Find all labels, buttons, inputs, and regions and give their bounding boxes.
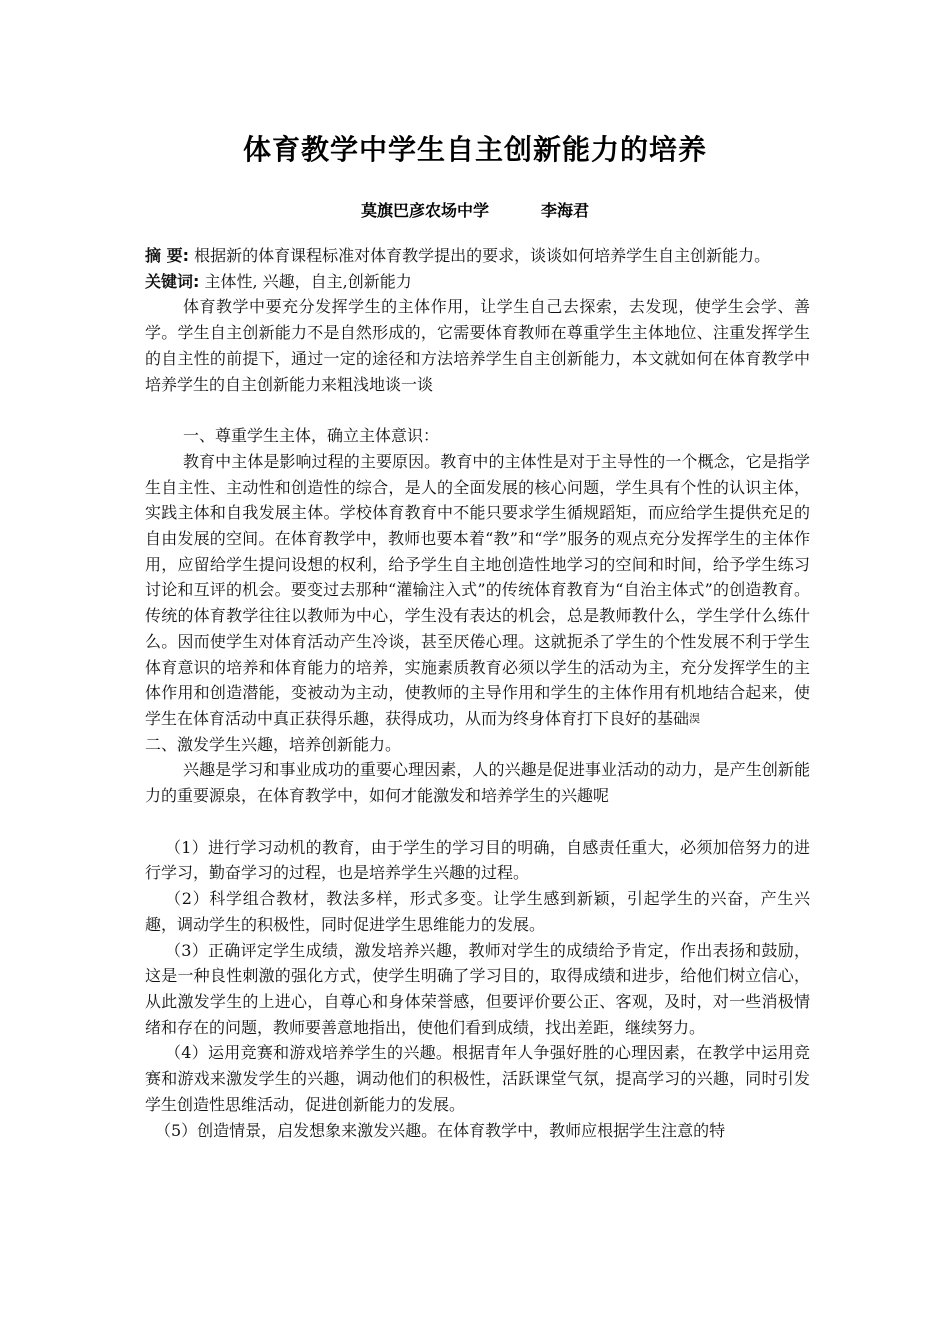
author-name: 李海君 — [541, 201, 590, 220]
blank-line — [145, 397, 810, 423]
section1-text: 教育中主体是影响过程的主要原因。教育中的主体性是对于主导性的一个概念，它是指学生自主性、主动性和创造性的综合，是人的全面发展的核心问题，学生具有个性的认识主体，实践主体和自我发展主体。学校体育教育中不能只要求学生循规蹈矩，而应给学生提供充足的自由发展的空间。在体育教学中，教师也要本着“教”和“学”服务的观点充分发挥学生的主体作用，应留给学生提问设想的权利，给予学生自主地创造性地学习的空间和时间，给予学生练习讨论和互评的机会。要变过去那种“灌输注入式”的传统体育教育为“自治主体式”的创造教育。传统的体育教学往往以教师为中心，学生没有表达的机会，总是教师教什么，学生学什么练什么。因而使学生对体育活动产生冷谈，甚至厌倦心理。这就扼杀了学生的个性发展不利于学生体育意识的培养和体育能力的培养，实施素质教育必须以学生的活动为主，充分发挥学生的主体作用和创造潜能，变被动为主动，使教师的主导作用和学生的主体作用有机地结合起来，使学生在体育活动中真正获得乐趣，获得成功，从而为终身体育打下良好的基础 — [145, 451, 810, 728]
list-item: （2）科学组合教材，教法多样，形式多变。让学生感到新颖，引起学生的兴奋，产生兴趣，调动学生的积极性，同时促进学生思维能力的发展。 — [145, 889, 810, 934]
list-item: （4）运用竞赛和游戏培养学生的兴趣。根据青年人争强好胜的心理因素，在教学中运用竞赛和游戏来激发学生的兴趣，调动他们的积极性，活跃课堂气氛，提高学习的兴趣，同时引发学生创造性思维活动，促进创新能力的发展。 — [145, 1043, 810, 1114]
document-body — [145, 243, 810, 1143]
keywords-label: 关键词: — [145, 271, 200, 291]
list-item: （3）正确评定学生成绩，激发培养兴趣，教师对学生的成绩给予肯定，作出表扬和鼓励，这是一种良性刺激的强化方式，使学生明确了学习目的，取得成绩和进步，给他们树立信心，从此激发学生的上进心，自尊心和身体荣誉感，但要评价要公正、客观，及时，对一些消极情绪和存在的问题，教师要善意地指出，使他们看到成绩，找出差距，继续努力。 — [145, 940, 810, 1037]
section2-heading: 二、激发学生兴趣，培养创新能力。 — [145, 734, 402, 754]
blank-line — [145, 809, 810, 835]
abstract-paragraph — [145, 243, 810, 269]
keywords-text: 主体性, 兴趣，自主,创新能力 — [204, 271, 412, 291]
intro-paragraph: 体育教学中要充分发挥学生的主体作用，让学生自己去探索，去发现，使学生会学、善学。学生自主创新能力不是自然形成的，它需要体育教师在尊重学生主体地位、注重发挥学生的自主性的前提下，通过一定的途径和方法培养学生自主创新能力，本文就如何在体育教学中培养学生的自主创新能力来粗浅地谈一谈 — [145, 297, 810, 394]
section1-heading: 一、尊重学生主体，确立主体意识： — [183, 426, 440, 446]
list-item: （5）创造情景，启发想象来激发兴趣。在体育教学中，教师应根据学生注意的特 — [155, 1120, 726, 1140]
abstract-label: 摘 要: — [145, 246, 189, 265]
list-item: （1）进行学习动机的教育，由于学生的学习目的明确，自感责任重大，必须加倍努力的进行学习，勤奋学习的过程，也是培养学生兴趣的过程。 — [145, 837, 810, 883]
school-name: 莫旗巴彦农场中学 — [360, 201, 489, 220]
document-title: 体育教学中学生自主创新能力的培养 — [242, 133, 707, 166]
abstract-text: 根据新的体育课程标准对体育教学提出的要求，谈谈如何培养学生自主创新能力。 — [194, 246, 771, 265]
section1-mark: 淏 — [689, 711, 701, 725]
section2-intro: 兴趣是学习和事业成功的重要心理因素，人的兴趣是促进事业活动的动力，是产生创新能力的重要源泉，在体育教学中，如何才能激发和培养学生的兴趣呢 — [145, 760, 810, 806]
section1-paragraph — [145, 449, 810, 732]
keywords-paragraph — [145, 269, 810, 295]
author-line — [0, 198, 950, 221]
